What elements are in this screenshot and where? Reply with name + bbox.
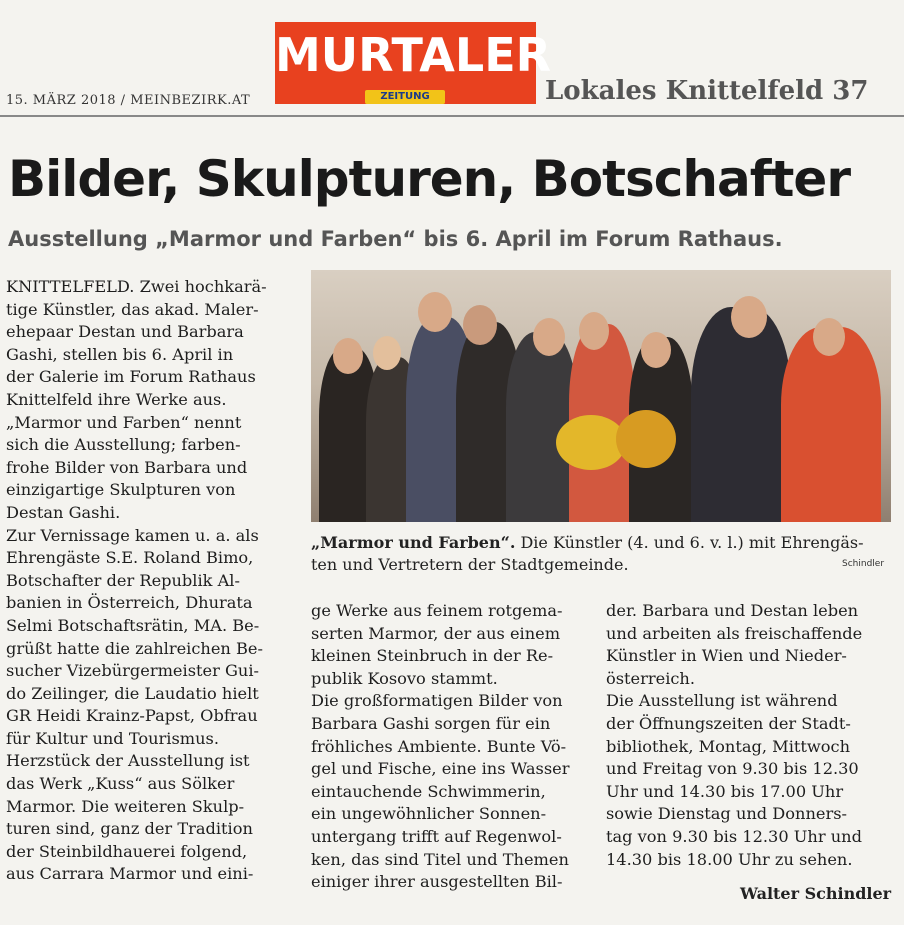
text-line: untergang trifft auf Regenwol- [311,826,562,846]
text-line: für Kultur und Tourismus. [6,728,219,748]
text-line: Destan Gashi. [6,502,121,522]
photo-figure [781,327,881,522]
photo-figure-head [731,296,767,338]
text-line: ehepaar Destan und Barbara [6,322,244,342]
text-line: Uhr und 14.30 bis 17.00 Uhr [606,781,844,801]
text-line: einzigartige Skulpturen von [6,480,236,500]
header-divider [0,115,904,117]
text-line: aus Carrara Marmor und eini- [6,864,254,884]
text-line: ge Werke aus feinem rotgema- [311,601,563,620]
paragraph [6,276,302,525]
text-line: eintauchende Schwimmerin, [311,781,546,801]
caption-bold: „Marmor und Farben“. [311,533,516,552]
text-line: turen sind, ganz der Tradition [6,819,253,839]
text-line: bibliothek, Montag, Mittwoch [606,736,851,756]
text-line: Selmi Botschaftsrätin, MA. Be- [6,615,260,635]
text-line: der. Barbara und Destan leben [606,601,859,620]
text-line: ken, das sind Titel und Themen [311,849,569,869]
text-line: der Galerie im Forum Rathaus [6,367,256,387]
photo-figure-head [418,292,452,332]
text-line: Die großformatigen Bilder von [311,691,563,711]
text-line: sich die Ausstellung; farben- [6,435,241,455]
text-line: frohe Bilder von Barbara und [6,457,248,477]
paragraph [606,600,902,690]
text-column-2 [311,600,601,894]
text-line: österreich. [606,668,696,688]
text-line: Botschafter der Republik Al- [6,570,240,590]
logo-sub-text: ZEITUNG [365,90,445,104]
text-column-1 [6,276,302,886]
photo-figure-head [463,305,497,345]
section-page-label: Lokales Knittelfeld 37 [545,76,869,106]
article-subheadline: Ausstellung „Marmor und Farben“ bis 6. April im Forum Rathaus. [8,227,783,251]
paragraph [311,600,601,690]
text-line: Barbara Gashi sorgen für ein [311,713,551,733]
text-line: Die Ausstellung ist während [606,691,838,711]
text-line: ein ungewöhnlicher Sonnen- [311,804,547,824]
text-line: Knittelfeld ihre Werke aus. [6,389,227,409]
photo-figure-head [813,318,845,356]
photo-figure-head [533,318,565,356]
text-line: sucher Vizebürgermeister Gui- [6,661,259,681]
text-line: sowie Dienstag und Donners- [606,804,847,824]
text-line: fröhliches Ambiente. Bunte Vö- [311,736,567,756]
text-line: gel und Fische, eine ins Wasser [311,759,570,779]
article-headline: Bilder, Skulpturen, Botschafter [8,150,850,208]
text-line: Herzstück der Ausstellung ist [6,751,250,771]
text-line: Künstler in Wien und Nieder- [606,646,847,666]
text-line: das Werk „Kuss“ aus Sölker [6,774,235,794]
photo-figure-head [373,336,401,370]
photo-figure-head [333,338,363,374]
group-photo [311,270,891,522]
flower-bouquet [616,410,676,468]
paragraph [311,690,601,893]
text-line: einiger ihrer ausgestellten Bil- [311,872,563,892]
text-line: „Marmor und Farben“ nennt [6,412,242,432]
text-column-3 [606,600,902,871]
text-line: Zur Vernissage kamen u. a. als [6,525,259,545]
text-line: Gashi, stellen bis 6. April in [6,344,234,364]
text-line: der Steinbildhauerei folgend, [6,841,248,861]
article-author: Walter Schindler [740,884,892,903]
photo-caption [311,532,881,576]
header-date: 15. MÄRZ 2018 / MEINBEZIRK.AT [6,93,251,108]
text-line: GR Heidi Krainz-Papst, Obfrau [6,706,258,726]
text-line: und Freitag von 9.30 bis 12.30 [606,759,859,779]
paragraph [6,525,302,751]
text-line: publik Kosovo stammt. [311,668,498,688]
caption-rest: Die Künstler (4. und 6. v. l.) mit Ehrengäs- [515,533,864,552]
logo-main-text: MURTALER [275,28,552,82]
text-line: tige Künstler, das akad. Maler- [6,299,259,319]
paragraph [606,690,902,871]
text-line: kleinen Steinbruch in der Re- [311,646,554,666]
text-line: 14.30 bis 18.00 Uhr zu sehen. [606,849,853,869]
text-line: KNITTELFELD. Zwei hochkarä- [6,277,267,296]
newspaper-logo [275,22,552,104]
text-line: serten Marmor, der aus einem [311,623,561,643]
text-line: der Öffnungszeiten der Stadt- [606,713,851,733]
photo-figure [691,307,791,522]
photo-credit: Schindler [842,559,885,569]
text-line: Ehrengäste S.E. Roland Bimo, [6,548,254,568]
text-line: Marmor. Die weiteren Skulp- [6,796,245,816]
text-line: banien in Österreich, Dhurata [6,593,253,613]
text-line: grüßt hatte die zahlreichen Be- [6,638,263,658]
text-line: tag von 9.30 bis 12.30 Uhr und [606,826,862,846]
paragraph [6,750,302,886]
text-line: und arbeiten als freischaffende [606,623,863,643]
caption-line: ten und Vertretern der Stadtgemeinde. [311,555,629,574]
text-line: do Zeilinger, die Laudatio hielt [6,683,259,703]
photo-figure-head [579,312,609,350]
photo-figure-head [641,332,671,368]
caption-line [311,532,881,554]
